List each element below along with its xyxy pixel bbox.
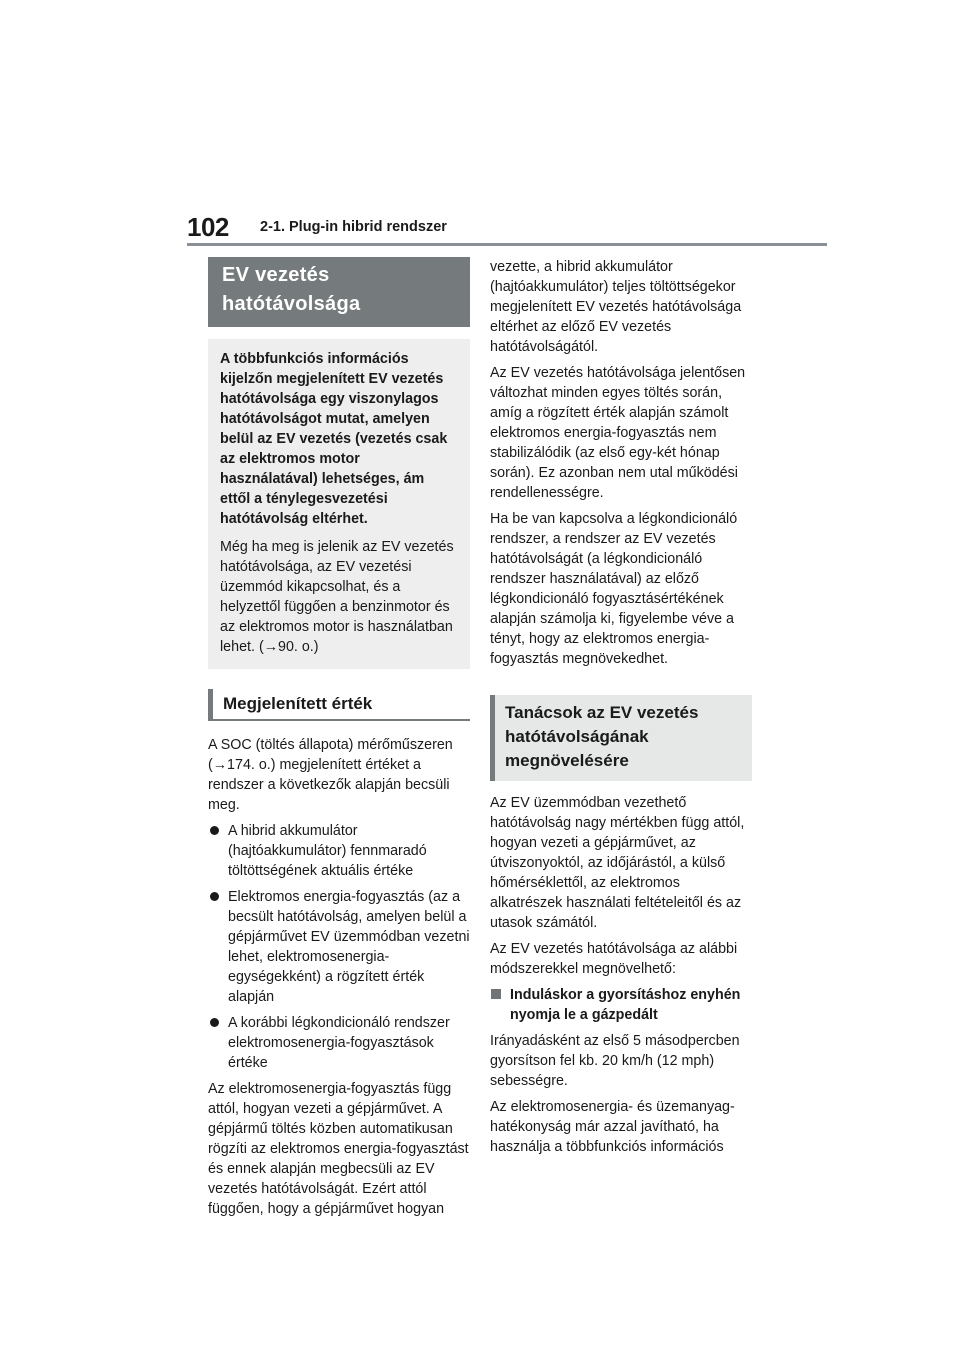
chapter-title: 2-1. Plug-in hibrid rendszer: [260, 219, 447, 235]
section-title-tips: Tanácsok az EV vezetés hatótávolságának megnövelésére: [490, 695, 752, 781]
bullet-icon: [210, 892, 219, 901]
paragraph: Az EV vezetés hatótávolsága jelentősen változhat minden egyes töltés során, amíg a rögzített érték alapján számolt elektromos energia-fogyasztás nem stabilizálódik (az első egy-két hónap során). Ez azonban nem utal működési rendellenességre.: [490, 365, 746, 501]
paragraph: Az elektromosenergia- és üzemanyag-hatékonyság már azzal javítható, ha használja a többfunkciós információs: [490, 1099, 735, 1155]
paragraph: A SOC (töltés állapota) mérőműszeren (→174. o.) megjelenített értéket a rendszer a következők alapján becsüli meg.: [208, 737, 453, 813]
paragraph: vezette, a hibrid akkumulátor (hajtóakkumulátor) teljes töltöttségekor megjelenített EV vezetés hatótávolsága eltérhet az előző EV vezetés hatótávolságától.: [490, 259, 742, 355]
page-number: 102: [187, 212, 229, 242]
intro-bold-text: A többfunkciós információs kijelzőn megjelenített EV vezetés hatótávolsága egy viszonylagos hatótávolságot mutat, amelyen belül az EV vezetés (vezetés csak az elektromos motor használatával) lehetséges, ám ettől a ténylegesvezetési hatótávolság eltérhet.: [220, 351, 448, 527]
right-column: [490, 257, 752, 1163]
list-item: A korábbi légkondicionáló rendszer elektromosenergia-fogyasztások értéke: [208, 1013, 470, 1073]
section-title-ev-range: EV vezetés hatótávolsága: [208, 257, 470, 327]
bullet-icon: [210, 826, 219, 835]
square-bullet-icon: [491, 989, 501, 999]
intro-text: Még ha meg is jelenik az EV vezetés hatótávolsága, az EV vezetési üzemmód kikapcsolhat, és a helyzettől függően a benzinmotor és az elektromos motor is használatban lehet. (→90. o.): [220, 539, 454, 655]
paragraph: Ha be van kapcsolva a légkondicionáló rendszer, a rendszer az EV vezetés hatótávolságát (a légkondicionáló rendszer használatával) az előző légkondicionáló fogyasztásértékének alapján számolja ki, figyelembe véve a tényt, hogy az elektromos energia-fogyasztás megnövekedhet.: [490, 511, 738, 667]
paragraph: Az EV vezetés hatótávolsága az alábbi módszerekkel megnövelhető:: [490, 941, 738, 977]
list-item: Elektromos energia-fogyasztás (az a becsült hatótávolság, amelyen belül a gépjárművet EV üzemmódban vezetni lehet, elektromosenergia-egységekként) a rögzített érték alapján: [208, 887, 470, 1007]
bullet-list: [208, 821, 470, 1073]
tip-heading: Induláskor a gyorsításhoz enyhén nyomja le a gázpedált: [490, 985, 752, 1025]
left-column: [208, 257, 470, 1225]
header-divider: [187, 243, 827, 246]
list-item: A hibrid akkumulátor (hajtóakkumulátor) fennmaradó töltöttségének aktuális értéke: [208, 821, 470, 881]
intro-box: [208, 339, 470, 669]
bullet-icon: [210, 1018, 219, 1027]
paragraph: Irányadásként az első 5 másodpercben gyorsítson fel kb. 20 km/h (12 mph) sebességre.: [490, 1033, 740, 1089]
subsection-title-displayed-value: Megjelenített érték: [208, 689, 470, 721]
paragraph: Az EV üzemmódban vezethető hatótávolság nagy mértékben függ attól, hogyan vezeti a gépjárművet, az útviszonyoktól, az időjárástól, a külső hőmérséklettől, az elektromos alkatrészek használati feltételeitől és az utasok számától.: [490, 795, 745, 931]
paragraph: Az elektromosenergia-fogyasztás függ attól, hogyan vezeti a gépjárművet. A gépjármű töltés közben automatikusan rögzíti az elektromos energia-fogyasztást és ennek alapján megbecsüli az EV vezetés hatótávolságát. Ezért attól függően, hogy a gépjárművet hogyan: [208, 1081, 469, 1217]
